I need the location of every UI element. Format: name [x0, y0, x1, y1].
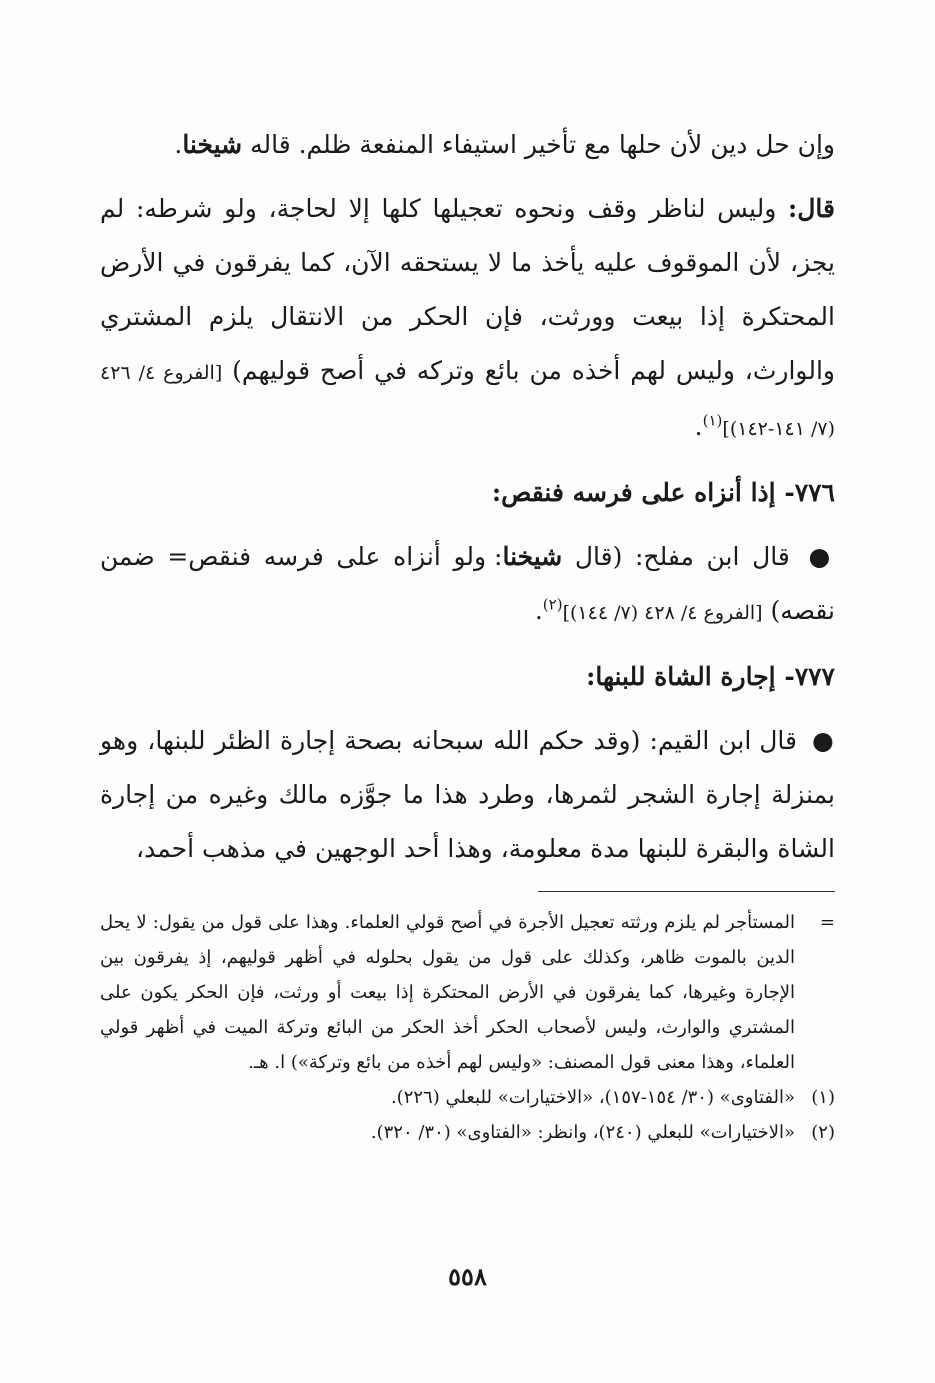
reference-2: [الفروع ٤/ ٤٢٨ (٧/ ١٤٤)]	[562, 602, 763, 624]
section-heading-777: ٧٧٧- إجارة الشاة للبنها:	[586, 662, 835, 691]
paragraph-2-text: وليس لناظر وقف ونحوه تعجيلها كلها إلا لحاجة، ولو شرطه: لم يجز، لأن الموقوف عليه يأخذ ما لا يستحقه الآن، كما يفرقون في الأرض المحتكرة إذا بيعت وورثت، فإن الحكر من الانتقال يلزم المشتري والوارث، وليس لهم أخذه من بائع وتركه في أصح قوليهم)	[100, 194, 835, 385]
bullet-icon: ●	[808, 542, 835, 571]
footnotes	[100, 905, 835, 1150]
footnote-1	[100, 1080, 835, 1115]
paragraph-3-text-a: قال ابن مفلح: (قال	[574, 542, 790, 571]
footnote-1-text: «الفتاوى» (٣٠/ ١٥٤-١٥٧)، «الاختيارات» للبعلي (٢٢٦).	[390, 1087, 795, 1108]
footnote-marker-2: (٢)	[542, 595, 563, 614]
paragraph-4-text: قال ابن القيم: (وقد حكم الله سبحانه بصحة إجارة الظئر للبنها، وهو بمنزلة إجارة الشجر لثمرها، وطرد هذا ما جوَّزه مالك وغيره من إجارة الشاة والبقرة للبنها مدة معلومة، وهذا أحد الوجهين في مذهب أحمد،	[100, 726, 835, 863]
bullet-icon: ●	[812, 726, 835, 755]
paragraph-3: ● قال ابن مفلح: (قال شيخنا: ولو أنزاه على فرسه فنقص= ضمن نقصه) [الفروع ٤/ ٤٢٨ (٧/ ١٤٤)]$^{(٢)}$.	[100, 542, 835, 625]
footnote-continued	[100, 905, 835, 1080]
page-number: ٥٥٨	[448, 1262, 487, 1291]
footnote-marker-1: (١)	[702, 411, 723, 430]
continuation-marker: =	[819, 912, 835, 933]
paragraph-1: وإن حل دين لأن حلها مع تأخير استيفاء المنفعة ظلم. قاله شيخنا.	[174, 130, 835, 159]
main-text	[100, 118, 835, 886]
shaykh-name: شيخنا	[182, 130, 243, 159]
paragraph-4	[100, 714, 835, 876]
footnote-2-number: (٢)	[811, 1122, 835, 1143]
section-heading-776: ٧٧٦- إذا أنزاه على فرسه فنقص:	[491, 478, 835, 507]
paragraph-1-text: وإن حل دين لأن حلها مع تأخير استيفاء المنفعة ظلم. قاله	[250, 130, 835, 159]
footnote-1-number: (١)	[811, 1087, 835, 1108]
paragraph-3-text-b: : ولو أنزاه على فرسه فنقص= ضمن نقصه)	[100, 542, 835, 625]
shaykh-name-2: شيخنا	[502, 542, 563, 571]
reference-1: [الفروع ٤/ ٤٢٦ (٧/ ١٤١-١٤٢)]	[100, 362, 835, 440]
footnote-2	[100, 1115, 835, 1150]
footnote-divider	[538, 891, 835, 892]
footnote-continued-text: المستأجر لم يلزم ورثته تعجيل الأجرة في أصح قولي العلماء. وهذا على قول من يقول: لا يحل الدين بالموت ظاهر، وكذلك على قول من يقول بحلوله في أظهر قوليهم، إذ يفرقون بين الإجارة وغيرها، كما يفرقون في الأرض المحتكرة إذا بيعت أو ورثت، فإن الحكر يكون على المشتري والوارث، وليس لأصحاب الحكر أخذ الحكر من البائع وتركة الميت في أظهر قولي العلماء، وهذا معنى قول المصنف: «وليس لهم أخذه من بائع وتركة») ا. هـ.	[100, 912, 795, 1073]
paragraph-2: قال: وليس لناظر وقف ونحوه تعجيلها كلها إلا لحاجة، ولو شرطه: لم يجز، لأن الموقوف عليه يأخذ ما لا يستحقه الآن، كما يفرقون في الأرض المحتكرة إذا بيعت وورثت، فإن الحكر من الانتقال يلزم المشتري والوارث، وليس لهم أخذه من بائع وتركه في أصح قوليهم) [الفروع ٤/ ٤٢٦ (٧/ ١٤١-١٤٢)]$^{(١)}$.	[100, 194, 835, 441]
footnote-2-text: «الاختيارات» للبعلي (٢٤٠)، وانظر: «الفتاوى» (٣٠/ ٣٢٠).	[370, 1122, 795, 1143]
paragraph-2-lead: قال:	[788, 194, 835, 223]
